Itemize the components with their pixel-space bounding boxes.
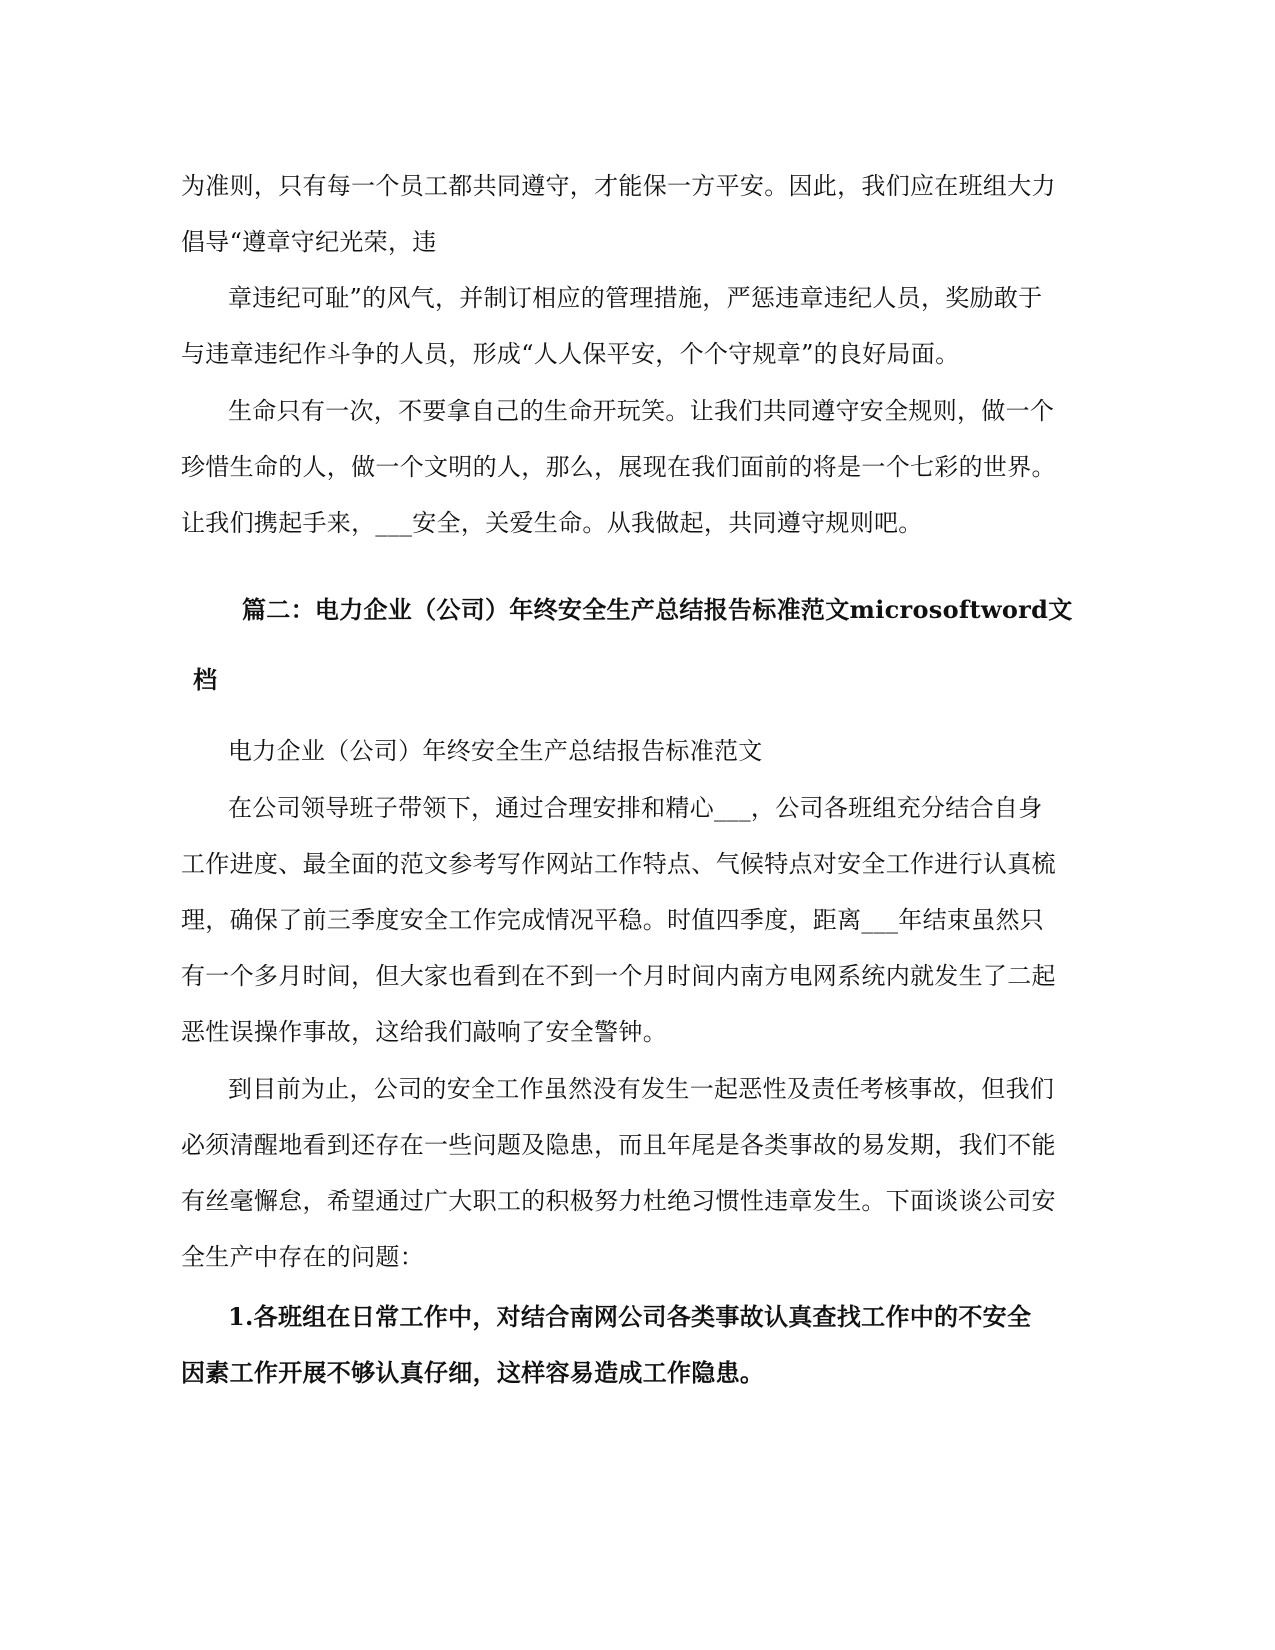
- section-heading-continued: 档: [193, 665, 218, 694]
- paragraph-line: 让我们携起手来，___安全，关爱生命。从我做起，共同遵守规则吧。: [181, 509, 923, 537]
- paragraph-line: 有一个多月时间，但大家也看到在不到一个月时间内南方电网系统内就发生了二起: [181, 962, 1056, 990]
- numbered-point: 1.各班组在日常工作中，对结合南网公司各类事故认真查找工作中的不安全: [228, 1302, 1032, 1331]
- paragraph-line: 在公司领导班子带领下，通过合理安排和精心___，公司各班组充分结合自身: [228, 794, 1043, 822]
- paragraph-line: 倡导“遵章守纪光荣，违: [181, 228, 437, 256]
- document-subtitle: 电力企业（公司）年终安全生产总结报告标准范文: [228, 737, 763, 765]
- paragraph-line: 理，确保了前三季度安全工作完成情况平稳。时值四季度，距离___年结束虽然只: [181, 906, 1045, 934]
- section-heading: 篇二：电力企业（公司）年终安全生产总结报告标准范文microsoftword文: [242, 595, 1073, 624]
- numbered-point: 因素工作开展不够认真仔细，这样容易造成工作隐患。: [181, 1358, 765, 1387]
- paragraph-line: 工作进度、最全面的范文参考写作网站工作特点、气候特点对安全工作进行认真梳: [181, 850, 1056, 878]
- paragraph-line: 与违章违纪作斗争的人员，形成“人人保平安，个个守规章”的良好局面。: [181, 340, 960, 368]
- paragraph-line: 为准则，只有每一个员工都共同遵守，才能保一方平安。因此，我们应在班组大力: [181, 172, 1056, 200]
- paragraph-line: 必须清醒地看到还存在一些问题及隐患，而且年尾是各类事故的易发期，我们不能: [181, 1131, 1056, 1159]
- paragraph-line: 珍惜生命的人，做一个文明的人，那么，展现在我们面前的将是一个七彩的世界。: [181, 453, 1056, 481]
- paragraph-line: 生命只有一次，不要拿自己的生命开玩笑。让我们共同遵守安全规则，做一个: [228, 397, 1055, 425]
- paragraph-line: 章违纪可耻”的风气，并制订相应的管理措施，严惩违章违纪人员，奖励敢于: [228, 284, 1043, 312]
- paragraph-line: 恶性误操作事故，这给我们敲响了安全警钟。: [181, 1018, 667, 1046]
- paragraph-line: 有丝毫懈怠，希望通过广大职工的积极努力杜绝习惯性违章发生。下面谈谈公司安: [181, 1187, 1056, 1215]
- paragraph-line: 全生产中存在的问题：: [181, 1243, 424, 1271]
- paragraph-line: 到目前为止，公司的安全工作虽然没有发生一起恶性及责任考核事故，但我们: [228, 1075, 1055, 1103]
